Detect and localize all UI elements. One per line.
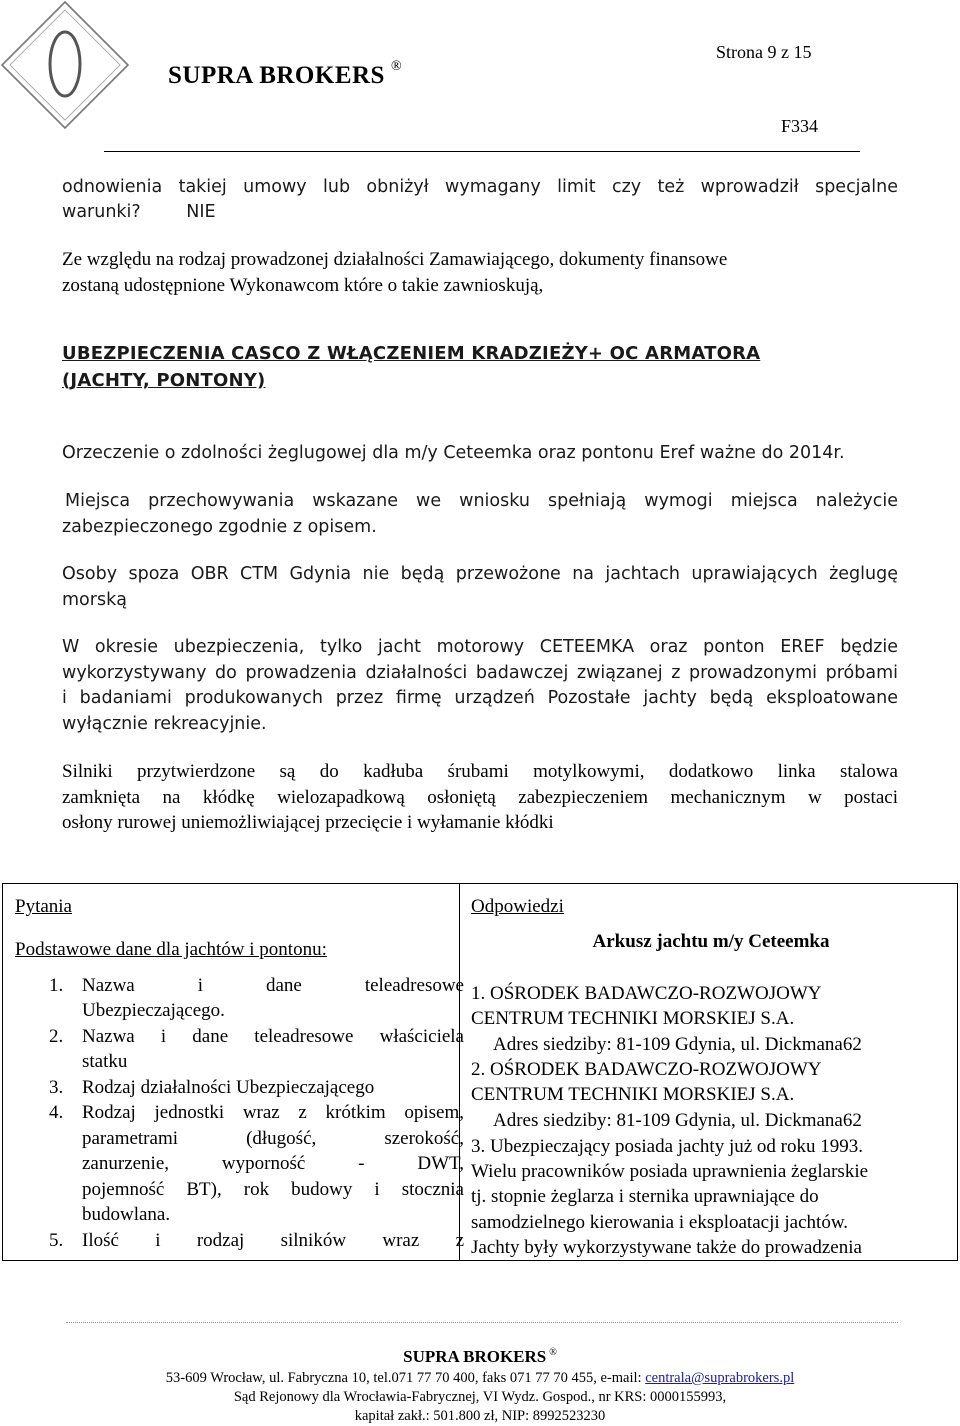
paragraph-persons-1: Osoby spoza OBR CTM Gdynia nie będą przewożone na jachtach uprawiających żeglugę bbox=[62, 564, 898, 584]
paragraph-engines-2: zamknięta na kłódkę wielozapadkową osłoniętą zabezpieczeniem mechanicznym w postaci bbox=[62, 787, 898, 808]
answer-line: Wielu pracowników posiada uprawnienia żeglarskie bbox=[471, 1161, 869, 1182]
question-text: parametrami (długość, szerokość, bbox=[82, 1128, 464, 1149]
question-text: Nazwa i dane teleadresowe bbox=[82, 975, 464, 996]
answer-line: Adres siedziby: 81-109 Gdynia, ul. Dickmana62 bbox=[493, 1110, 862, 1131]
answer-line: 3. Ubezpieczający posiada jachty już od roku 1993. bbox=[471, 1136, 863, 1157]
question-number: 5. bbox=[49, 1230, 64, 1251]
registered-mark: ® bbox=[390, 58, 403, 74]
header-divider bbox=[104, 151, 860, 152]
paragraph-storage-2: zabezpieczonego zgodnie z opisem. bbox=[62, 517, 377, 537]
basic-data-heading: Podstawowe dane dla jachtów i pontonu: bbox=[15, 939, 327, 960]
question-text: pojemność BT), rok budowy i stocznia bbox=[82, 1179, 464, 1200]
question-text: Ilość i rodzaj silników wraz z bbox=[82, 1230, 464, 1251]
questions-header: Pytania bbox=[15, 896, 72, 917]
form-code: F334 bbox=[781, 116, 819, 136]
answers-header: Odpowiedzi bbox=[471, 896, 564, 917]
question-number: 2. bbox=[49, 1026, 64, 1047]
paragraph-storage-1: Miejsca przechowywania wskazane we wniosku spełniają wymogi miejsca należycie bbox=[65, 491, 898, 511]
page-number: Strona 9 z 15 bbox=[716, 42, 812, 62]
section-heading: UBEZPIECZENIA CASCO Z WŁĄCZENIEM KRADZIEŻY+ OC ARMATORA bbox=[62, 343, 761, 364]
paragraph-engines-3: osłony rurowej uniemożliwiającej przecięcie i wyłamanie kłódki bbox=[62, 812, 554, 833]
question-text: Rodzaj jednostki wraz z krótkim opisem, bbox=[82, 1102, 464, 1123]
docs-line-1: Ze względu na rodzaj prowadzonej działalności Zamawiającego, dokumenty finansowe bbox=[62, 249, 728, 270]
paragraph-usage-2: wykorzystywany do prowadzenia działalności badawczej związanej z prowadzonymi próbami bbox=[62, 663, 898, 683]
header-brand: SUPRA BROKERS ® bbox=[168, 58, 403, 89]
sheet-title: Arkusz jachtu m/y Ceteemka bbox=[592, 931, 830, 952]
answer-line: 1. OŚRODEK BADAWCZO-ROZWOJOWY bbox=[471, 983, 822, 1004]
company-logo bbox=[0, 0, 130, 130]
paragraph-certificate: Orzeczenie o zdolności żeglugowej dla m/y Ceteemka oraz pontonu Eref ważne do 2014r. bbox=[62, 443, 845, 463]
intro-line-1: odnowienia takiej umowy lub obniżył wymagany limit czy też wprowadził specjalne bbox=[62, 177, 898, 197]
footer-court: Sąd Rejonowy dla Wrocławia-Fabrycznej, VI Wydz. Gospod., nr KRS: 0000155993, bbox=[233, 1389, 727, 1405]
footer-email-link[interactable]: centrala@suprabrokers.pl bbox=[645, 1370, 795, 1386]
questions-answers-table bbox=[2, 883, 958, 1261]
question-text: zanurzenie, wyporność - DWT, bbox=[82, 1153, 464, 1174]
question-number: 1. bbox=[49, 975, 64, 996]
question-text: Ubezpieczającego. bbox=[82, 1000, 225, 1021]
footer-divider bbox=[66, 1322, 898, 1323]
footer-address: 53-609 Wrocław, ul. Fabryczna 10, tel.071 77 70 400, faks 071 77 70 455, e-mail: centrala@suprabrokers.pl bbox=[165, 1370, 795, 1386]
footer-capital: kapitał zakł.: 501.800 zł, NIP: 8992523230 bbox=[354, 1408, 606, 1424]
answer-line: Adres siedziby: 81-109 Gdynia, ul. Dickmana62 bbox=[493, 1034, 862, 1055]
answer-line: 2. OŚRODEK BADAWCZO-ROZWOJOWY bbox=[471, 1059, 822, 1080]
question-text: Rodzaj działalności Ubezpieczającego bbox=[82, 1077, 375, 1098]
answer-line: samodzielnego kierowania i eksploatacji jachtów. bbox=[471, 1212, 849, 1233]
paragraph-usage-3: i badaniami produkowanych przez firmę urządzeń Pozostałe jachty będą eksploatowane bbox=[62, 688, 898, 708]
footer-brand: SUPRA BROKERS ® bbox=[403, 1347, 557, 1366]
paragraph-engines-1: Silniki przytwierdzone są do kadłuba śrubami motylkowymi, dodatkowo linka stalowa bbox=[62, 761, 898, 782]
answer-line: tj. stopnie żeglarza i sternika uprawniające do bbox=[471, 1186, 819, 1207]
answer-line: CENTRUM TECHNIKI MORSKIEJ S.A. bbox=[471, 1084, 795, 1105]
section-heading-2: (JACHTY, PONTONY) bbox=[62, 370, 266, 391]
docs-line-2: zostaną udostępnione Wykonawcom które o takie zawnioskują, bbox=[62, 275, 544, 296]
question-number: 4. bbox=[49, 1102, 64, 1123]
question-text: Nazwa i dane teleadresowe właściciela bbox=[82, 1026, 464, 1047]
answer-line: CENTRUM TECHNIKI MORSKIEJ S.A. bbox=[471, 1008, 795, 1029]
question-text: statku bbox=[82, 1051, 128, 1072]
paragraph-persons-2: morską bbox=[62, 590, 127, 610]
answer-nie: NIE bbox=[186, 202, 216, 222]
answer-line: Jachty były wykorzystywane także do prowadzenia bbox=[471, 1237, 862, 1258]
paragraph-usage-4: wyłącznie rekreacyjnie. bbox=[62, 714, 267, 734]
paragraph-usage-1: W okresie ubezpieczenia, tylko jacht motorowy CETEEMKA oraz ponton EREF będzie bbox=[62, 637, 898, 657]
intro-line-2: warunki? NIE bbox=[62, 202, 216, 222]
question-text: budowlana. bbox=[82, 1204, 171, 1225]
question-number: 3. bbox=[49, 1077, 64, 1098]
